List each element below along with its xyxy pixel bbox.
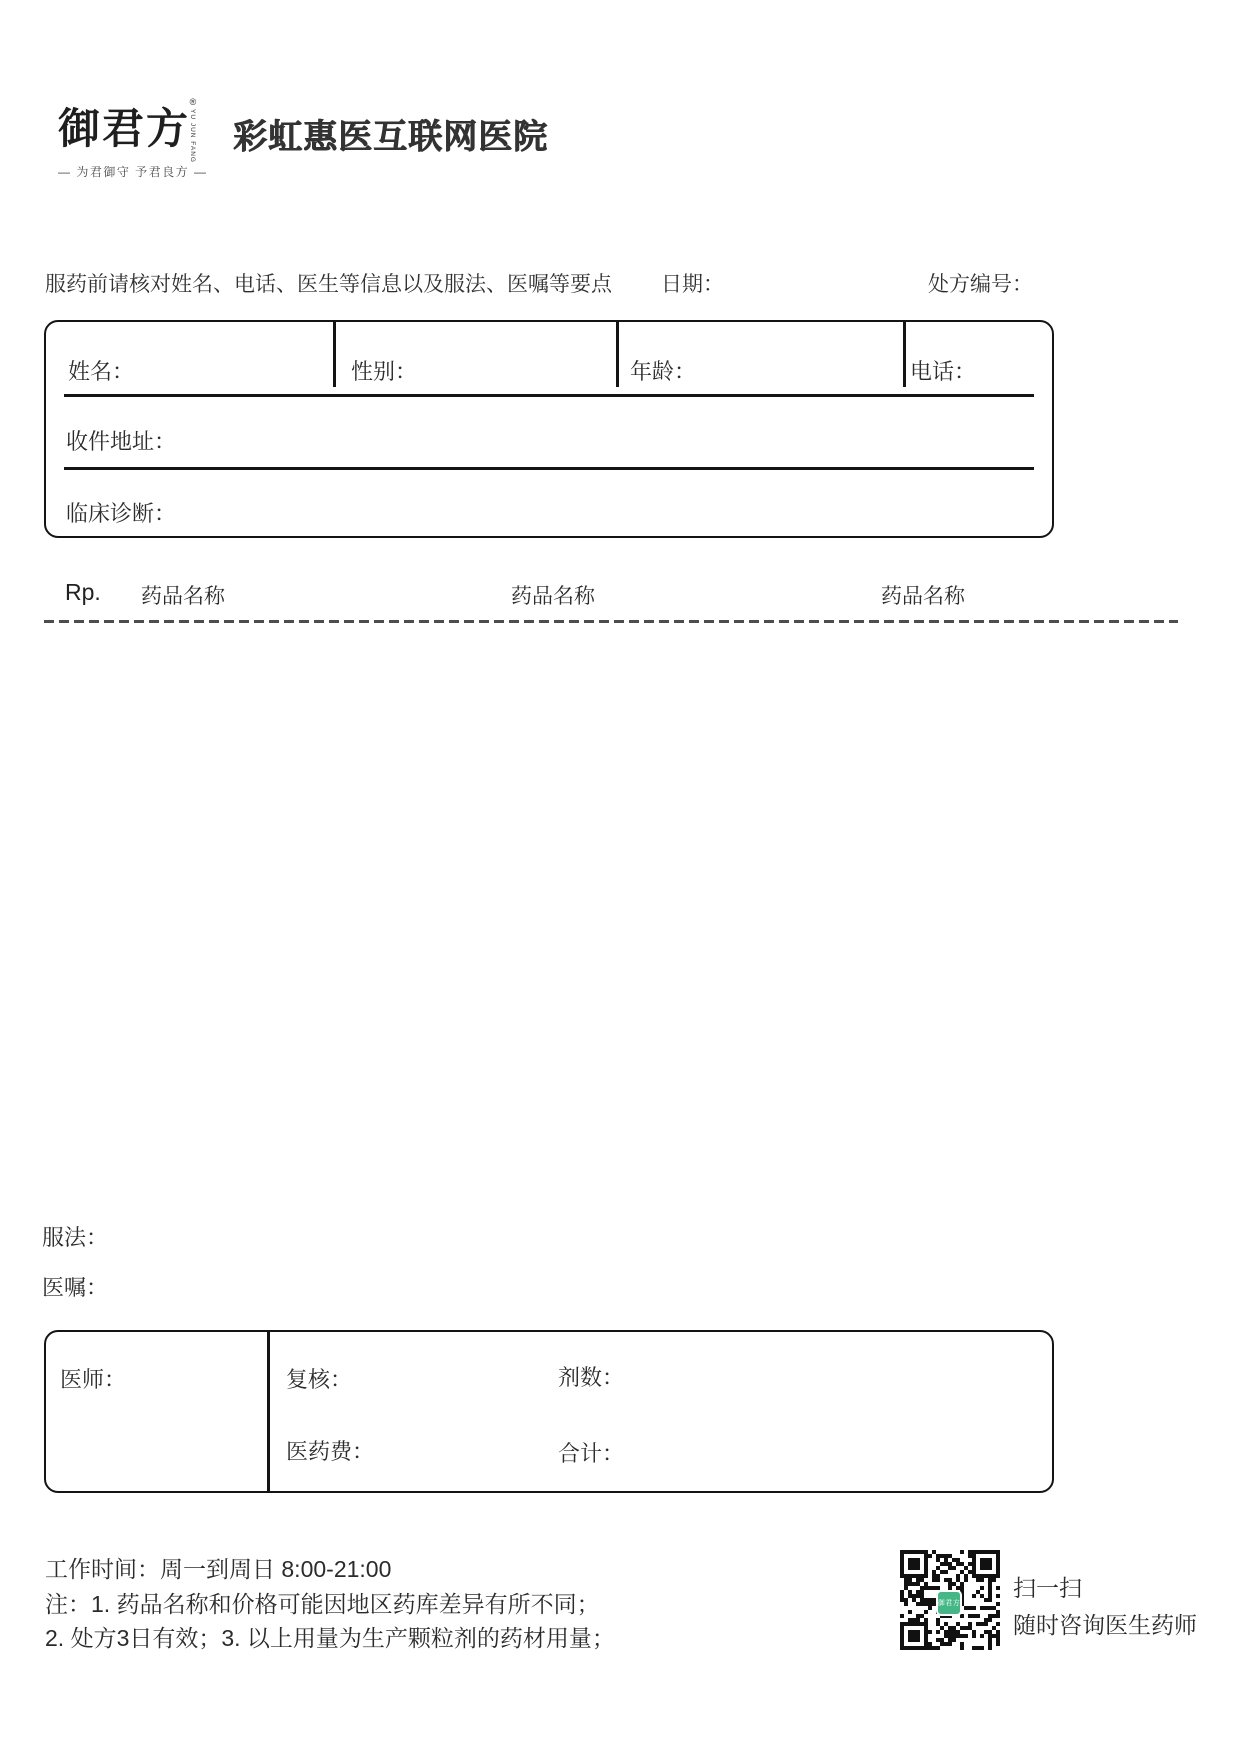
- patient-gender-label: 性别：: [351, 359, 418, 384]
- brand-tagline: — 为君御守 予君良方 —: [58, 165, 208, 179]
- scan-me-label: 扫一扫: [1013, 1575, 1082, 1601]
- column-divider: [616, 322, 619, 387]
- qr-badge-text: 御君方: [937, 1600, 961, 1607]
- registered-trademark-icon: ®: [189, 97, 197, 107]
- shipping-address-label: 收件地址：: [66, 429, 177, 454]
- row-divider-line: [64, 467, 1034, 470]
- brand-logo-side: [186, 97, 200, 163]
- qr-center-brand-badge: [936, 1590, 962, 1616]
- working-hours-text: 工作时间：周一到周日 8:00-21:00: [45, 1556, 392, 1582]
- clinical-diagnosis-label: 临床诊断：: [66, 501, 177, 526]
- brand-romanized-text: YU JUN FANG: [189, 109, 196, 163]
- rp-separator-dashed-line: [44, 620, 1178, 623]
- patient-name-label: 姓名：: [68, 359, 135, 384]
- column-divider: [333, 322, 336, 387]
- doctor-advice-label: 医嘱：: [42, 1275, 109, 1300]
- signature-fee-box: [44, 1330, 1054, 1493]
- prescription-number-label: 处方编号：: [928, 273, 1033, 296]
- patient-info-box: [44, 320, 1054, 538]
- rp-label: Rp.: [65, 579, 101, 605]
- brand-logo: [58, 96, 208, 180]
- total-label: 合计：: [558, 1441, 625, 1466]
- row-divider-line: [64, 394, 1034, 397]
- brand-logo-text: 御君方: [58, 104, 191, 153]
- drug-name-column-header: 药品名称: [141, 585, 225, 608]
- drug-name-column-header: 药品名称: [881, 585, 965, 608]
- medicine-fee-label: 医药费：: [286, 1439, 375, 1464]
- column-divider: [903, 322, 906, 387]
- medication-check-reminder: 服药前请核对姓名、电话、医生等信息以及服法、医嘱等要点: [45, 273, 612, 296]
- scan-subtitle: 随时咨询医生药师: [1013, 1612, 1197, 1638]
- patient-phone-label: 电话：: [910, 359, 977, 384]
- hospital-name: 彩虹惠医互联网医院: [233, 118, 548, 156]
- note-line-2: 2. 处方3日有效；3. 以上用量为生产颗粒剂的药材用量；: [45, 1625, 615, 1651]
- physician-label: 医师：: [60, 1367, 127, 1392]
- note-line-1: 注：1. 药品名称和价格可能因地区药库差异有所不同；: [45, 1591, 600, 1617]
- drug-name-column-header: 药品名称: [511, 585, 595, 608]
- column-divider: [267, 1332, 270, 1491]
- reviewer-label: 复核：: [286, 1367, 353, 1392]
- date-label: 日期：: [661, 273, 724, 296]
- patient-age-label: 年龄：: [630, 359, 697, 384]
- usage-method-label: 服法：: [42, 1225, 109, 1250]
- dose-count-label: 剂数：: [558, 1365, 625, 1390]
